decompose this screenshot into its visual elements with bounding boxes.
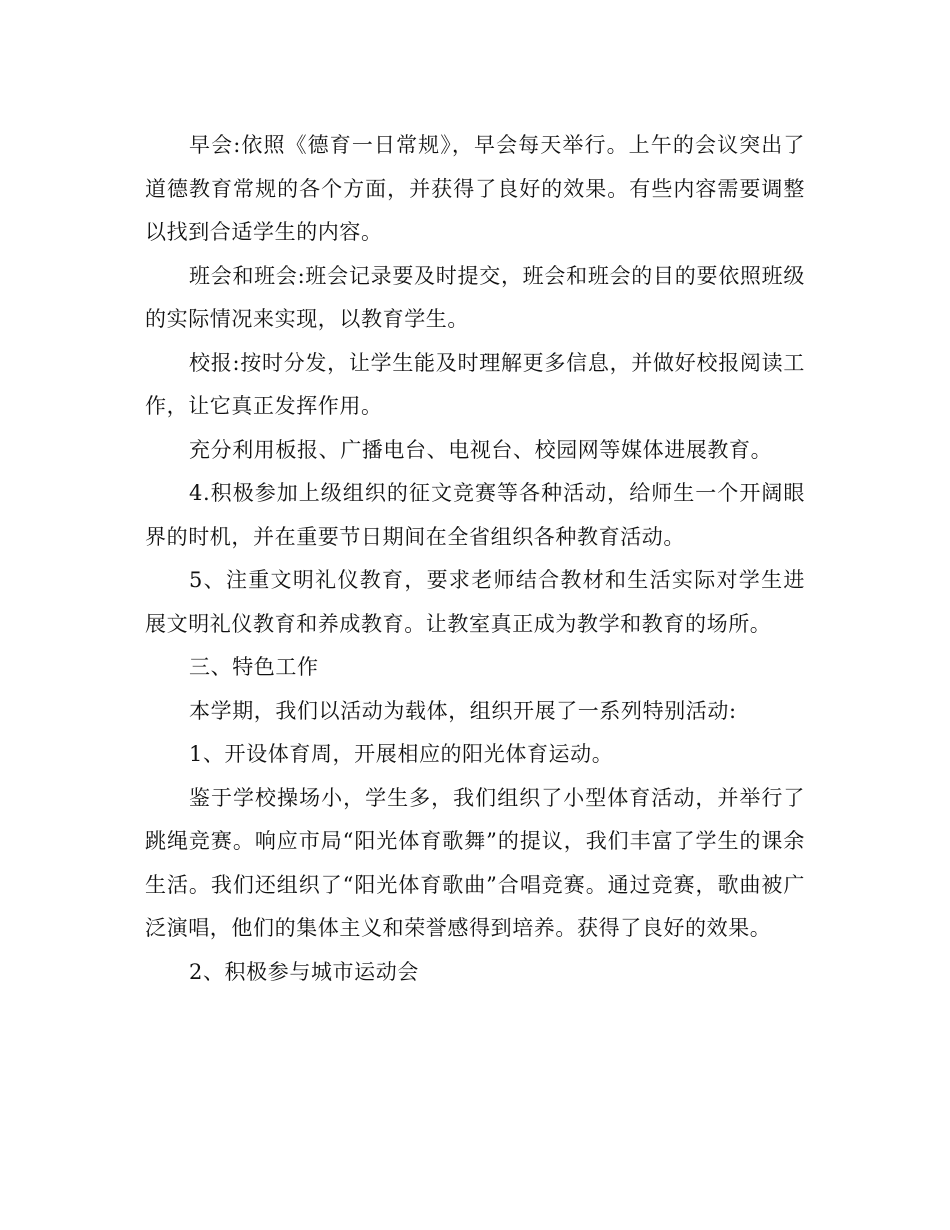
paragraph-media-education: 充分利用板报、广播电台、电视台、校园网等媒体进展教育。 <box>189 437 773 462</box>
paragraph-sports-activities: 鉴于学校操场小，学生多，我们组织了小型体育活动，并举行了跳绳竞赛。响应市局“阳光体育歌舞”的提议，我们丰富了学生的课余生活。我们还组织了“阳光体育歌曲”合唱竞赛。通过竞赛，歌曲被广泛演唱，他们的集体主义和荣誉感得到培养。获得了良好的效果。 <box>145 785 805 940</box>
document-body <box>145 124 805 994</box>
paragraph-city-games: 2、积极参与城市运动会 <box>189 959 419 984</box>
section-heading-special-work: 三、特色工作 <box>189 655 319 679</box>
paragraph-school-newspaper: 校报:按时分发，让学生能及时理解更多信息，并做好校报阅读工作，让它真正发挥作用。 <box>145 350 805 418</box>
paragraph-sports-week: 1、开设体育周，开展相应的阳光体育运动。 <box>189 742 614 766</box>
paragraph-class-meeting: 班会和班会:班会记录要及时提交，班会和班会的目的要依照班级的实际情况来实现，以教育学生。 <box>145 263 805 331</box>
paragraph-semester-intro: 本学期，我们以活动为载体，组织开展了一系列特别活动: <box>189 698 737 723</box>
paragraph-item-4: 4.积极参加上级组织的征文竞赛等各种活动，给师生一个开阔眼界的时机，并在重要节日期间在全省组织各种教育活动。 <box>145 481 805 549</box>
paragraph-morning-meeting: 早会:依照《德育一日常规》，早会每天举行。上午的会议突出了道德教育常规的各个方面，并获得了良好的效果。有些内容需要调整以找到合适学生的内容。 <box>145 133 805 244</box>
paragraph-item-5: 5、注重文明礼仪教育，要求老师结合教材和生活实际对学生进展文明礼仪教育和养成教育。让教室真正成为教学和教育的场所。 <box>145 568 805 636</box>
